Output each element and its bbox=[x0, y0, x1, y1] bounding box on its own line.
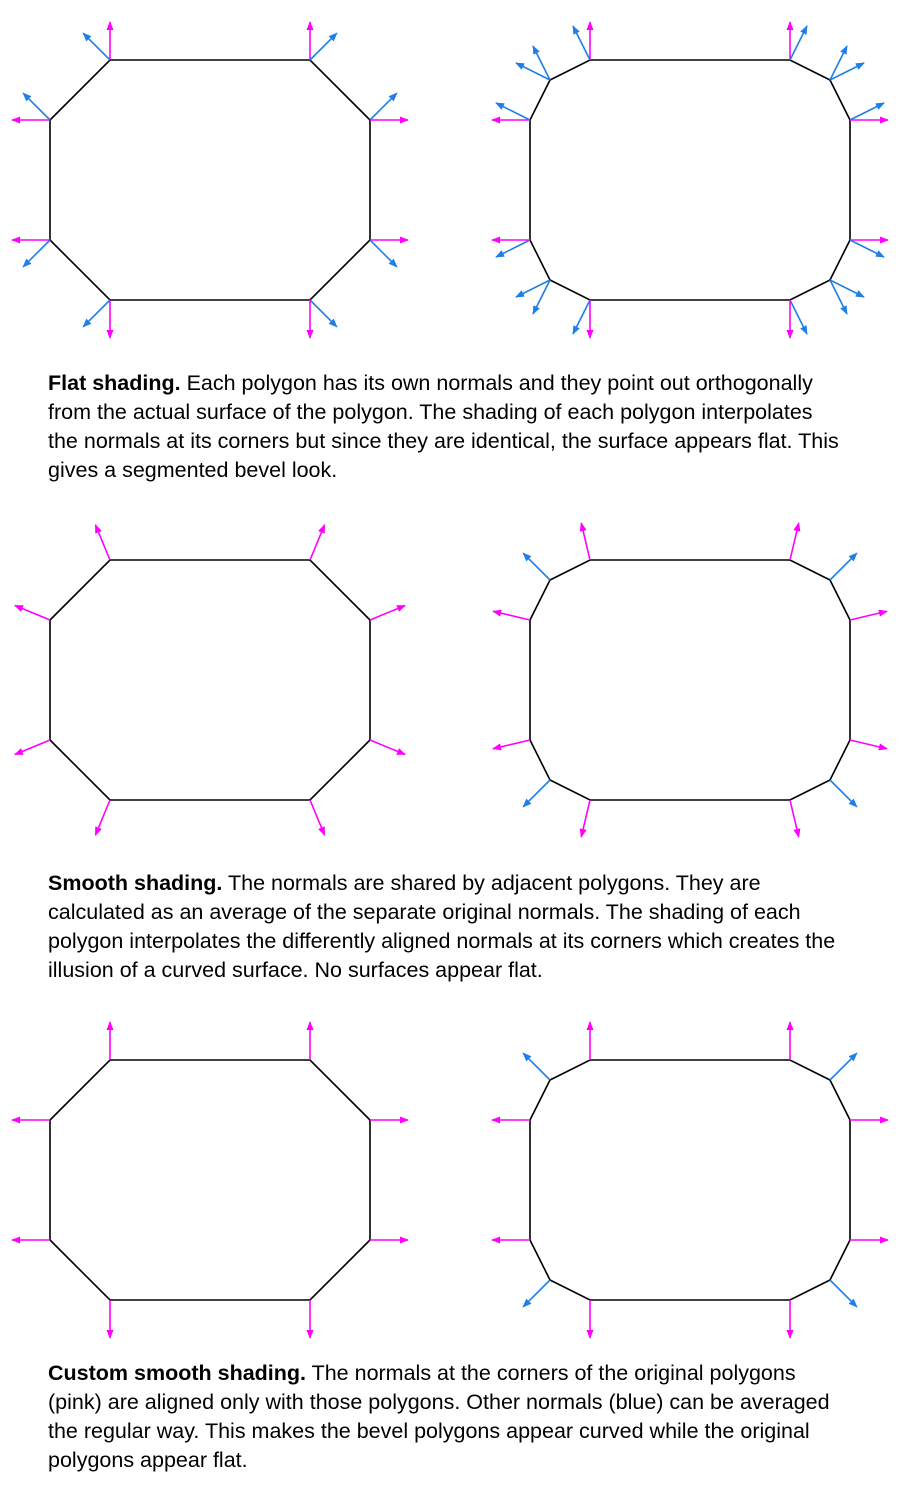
normal-arrow bbox=[370, 605, 405, 620]
caption-title-smooth: Smooth shading. bbox=[48, 871, 223, 895]
caption-body-smooth: The normals are shared by adjacent polygons. They are calculated as an average of the separate original normals. The shading of each polygon interpolates the differently aligned normals at its corners which creates the illusion of a curved surface. No surfaces appear flat. bbox=[48, 871, 836, 982]
normal-arrow bbox=[830, 1053, 857, 1080]
normal-arrow bbox=[830, 553, 857, 580]
normal-arrow bbox=[496, 240, 530, 257]
normal-arrow bbox=[573, 26, 590, 60]
normal-arrow bbox=[310, 800, 325, 835]
polygon-outline bbox=[530, 560, 850, 800]
caption-custom-shading bbox=[48, 1359, 848, 1475]
panel-flat-beveled bbox=[492, 22, 888, 338]
normal-arrow bbox=[850, 740, 887, 749]
panel-smooth-octagon bbox=[15, 525, 405, 835]
caption-title-custom: Custom smooth shading. bbox=[48, 1361, 306, 1385]
normal-arrow bbox=[523, 780, 550, 807]
panel-custom-octagon bbox=[12, 1022, 408, 1338]
normal-arrow bbox=[790, 800, 799, 837]
normal-arrow bbox=[581, 523, 590, 560]
normal-arrow bbox=[310, 300, 337, 327]
panel-flat-octagon bbox=[12, 22, 408, 338]
normal-arrow bbox=[581, 800, 590, 837]
normal-arrow bbox=[493, 611, 530, 620]
normal-arrow bbox=[95, 525, 110, 560]
normal-arrow bbox=[15, 740, 50, 755]
polygon-outline bbox=[50, 60, 370, 300]
polygon-outline bbox=[50, 560, 370, 800]
normal-arrow bbox=[850, 611, 887, 620]
normal-arrow bbox=[310, 33, 337, 60]
normal-arrow bbox=[830, 780, 857, 807]
normal-arrow bbox=[370, 93, 397, 120]
caption-title-flat: Flat shading. bbox=[48, 371, 181, 395]
normal-arrow bbox=[790, 300, 807, 334]
normal-arrow bbox=[493, 740, 530, 749]
normal-arrow bbox=[310, 525, 325, 560]
caption-body-custom: The normals at the corners of the original polygons (pink) are aligned only with those polygons. Other normals (blue) can be averaged the regular way. This makes the bevel polygons appear curved while the original polygons appear flat. bbox=[48, 1361, 830, 1472]
normal-arrow bbox=[370, 240, 397, 267]
normal-arrow bbox=[790, 26, 807, 60]
caption-body-flat: Each polygon has its own normals and they point out orthogonally from the actual surface of the polygon. The shading of each polygon interpolates the normals at its corners but since they are identical, the surface appears flat. This gives a segmented bevel look. bbox=[48, 371, 839, 482]
normal-arrow bbox=[523, 1280, 550, 1307]
normal-arrow bbox=[850, 240, 884, 257]
polygon-outline bbox=[50, 1060, 370, 1300]
polygon-outline bbox=[530, 1060, 850, 1300]
normal-arrow bbox=[523, 553, 550, 580]
normal-arrow bbox=[790, 523, 799, 560]
normal-arrow bbox=[830, 1280, 857, 1307]
polygon-outline bbox=[530, 60, 850, 300]
panel-custom-beveled bbox=[492, 1022, 888, 1338]
diagram-panels bbox=[12, 22, 888, 1338]
normal-arrow bbox=[15, 605, 50, 620]
normal-arrow bbox=[523, 1053, 550, 1080]
normal-arrow bbox=[496, 103, 530, 120]
normal-arrow bbox=[23, 93, 50, 120]
caption-flat-shading bbox=[48, 369, 848, 485]
normal-arrow bbox=[370, 740, 405, 755]
panel-smooth-beveled bbox=[493, 523, 887, 837]
normal-arrow bbox=[95, 800, 110, 835]
normal-arrow bbox=[850, 103, 884, 120]
normal-arrow bbox=[23, 240, 50, 267]
normal-arrow bbox=[83, 300, 110, 327]
caption-smooth-shading bbox=[48, 869, 848, 985]
normal-arrow bbox=[573, 300, 590, 334]
normal-arrow bbox=[83, 33, 110, 60]
